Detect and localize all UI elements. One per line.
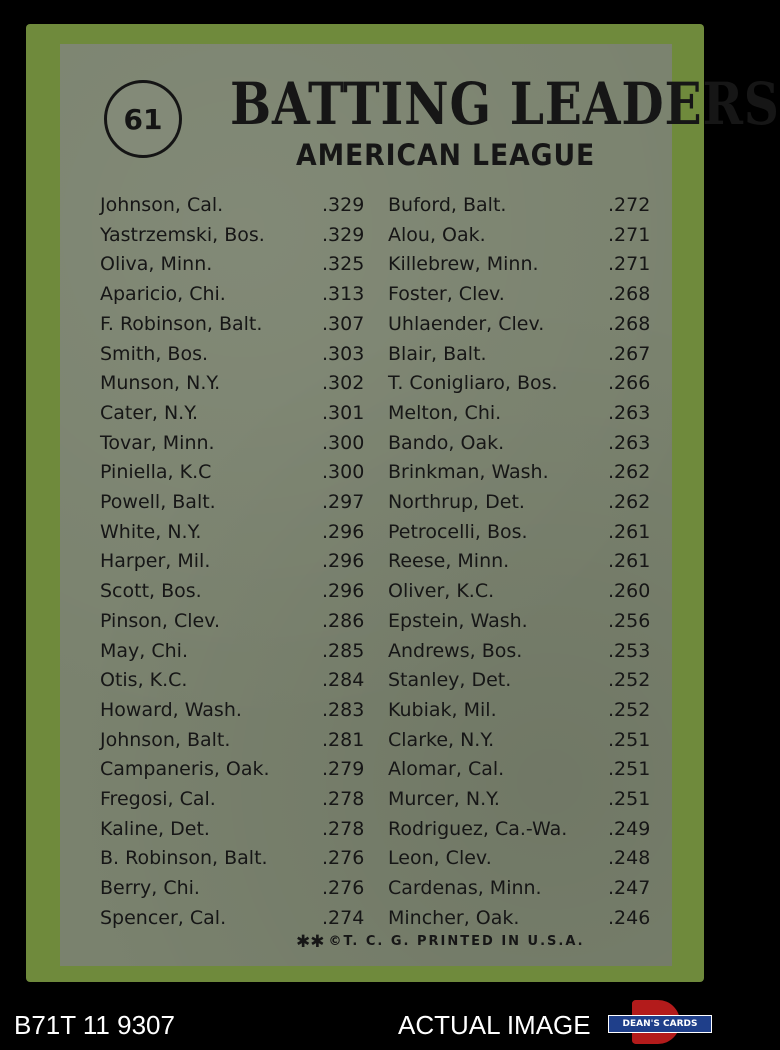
left-player-name: Smith, Bos. — [100, 342, 209, 365]
right-player-name: Melton, Chi. — [388, 401, 502, 424]
right-player-name: Murcer, N.Y. — [388, 788, 500, 810]
left-player-name: Cater, N.Y. — [100, 401, 198, 424]
inventory-id-caption: B71T 11 9307 — [14, 1010, 175, 1040]
left-batting-average: .296 — [322, 550, 365, 573]
right-player-name: Stanley, Det. — [388, 669, 512, 692]
right-player-name: Rodriguez, Ca.-Wa. — [388, 817, 568, 840]
left-batting-average: .278 — [322, 817, 365, 840]
right-player-name: Uhlaender, Clev. — [388, 312, 545, 335]
left-player-name: F. Robinson, Balt. — [100, 312, 263, 335]
left-player-name: Berry, Chi. — [100, 877, 200, 900]
right-player-name: Clarke, N.Y. — [388, 728, 495, 751]
table-row — [60, 194, 672, 224]
left-batting-average: .303 — [322, 342, 365, 365]
right-batting-average: .251 — [608, 728, 651, 751]
logo-banner: DEAN'S CARDS — [608, 1015, 712, 1033]
left-player-name: Johnson, Balt. — [100, 728, 231, 751]
right-player-name: Reese, Minn. — [388, 550, 510, 573]
table-row — [60, 669, 672, 699]
left-player-name: May, Chi. — [100, 639, 188, 662]
right-player-name: Leon, Clev. — [388, 847, 492, 870]
table-row — [60, 640, 672, 670]
left-player-name: Tovar, Minn. — [100, 431, 215, 454]
table-row — [60, 580, 672, 610]
left-batting-average: .283 — [322, 698, 365, 721]
left-player-name: Powell, Balt. — [100, 491, 216, 513]
right-player-name: Cardenas, Minn. — [388, 877, 542, 900]
table-row — [60, 432, 672, 462]
left-batting-average: .278 — [322, 788, 365, 810]
left-player-name: Oliva, Minn. — [100, 253, 213, 276]
right-player-name: Killebrew, Minn. — [388, 253, 539, 276]
left-player-name: B. Robinson, Balt. — [100, 847, 268, 870]
right-batting-average: .266 — [608, 372, 651, 395]
right-batting-average: .262 — [608, 461, 651, 484]
right-player-name: Alomar, Cal. — [388, 758, 505, 781]
right-batting-average: .268 — [608, 312, 651, 335]
table-row — [60, 461, 672, 491]
right-batting-average: .247 — [608, 877, 651, 900]
right-batting-average: .263 — [608, 431, 651, 454]
right-player-name: Foster, Clev. — [388, 283, 505, 306]
card-back-panel — [60, 44, 780, 966]
right-player-name: Northrup, Det. — [388, 491, 525, 513]
table-row — [60, 818, 672, 848]
table-row — [60, 788, 672, 818]
left-batting-average: .302 — [322, 372, 365, 395]
left-batting-average: .281 — [322, 728, 365, 751]
left-player-name: Scott, Bos. — [100, 580, 202, 603]
left-player-name: Munson, N.Y. — [100, 372, 221, 395]
actual-image-caption: ACTUAL IMAGE — [398, 1010, 591, 1040]
right-batting-average: .248 — [608, 847, 651, 870]
left-player-name: Aparicio, Chi. — [100, 283, 226, 306]
left-player-name: Kaline, Det. — [100, 817, 210, 840]
left-batting-average: .285 — [322, 639, 365, 662]
right-player-name: Epstein, Wash. — [388, 609, 528, 632]
right-batting-average: .272 — [608, 194, 651, 216]
right-batting-average: .249 — [608, 817, 651, 840]
table-row — [60, 758, 672, 788]
table-row — [60, 699, 672, 729]
table-row — [60, 550, 672, 580]
right-player-name: Alou, Oak. — [388, 223, 486, 246]
left-player-name: Howard, Wash. — [100, 698, 242, 721]
footer-stars: ✱✱ — [296, 932, 325, 952]
right-batting-average: .252 — [608, 698, 651, 721]
right-batting-average: .260 — [608, 580, 651, 603]
left-batting-average: .286 — [322, 609, 365, 632]
copyright-footer — [296, 932, 585, 952]
left-batting-average: .307 — [322, 312, 365, 335]
left-batting-average: .300 — [322, 431, 365, 454]
table-row — [60, 283, 672, 313]
right-player-name: Andrews, Bos. — [388, 639, 523, 662]
table-row — [60, 729, 672, 759]
right-player-name: Mincher, Oak. — [388, 906, 520, 929]
table-row — [60, 313, 672, 343]
right-batting-average: .256 — [608, 609, 651, 632]
card-number-badge: 61 — [104, 80, 182, 158]
deans-cards-logo — [606, 1000, 714, 1044]
left-batting-average: .325 — [322, 253, 365, 276]
left-player-name: Harper, Mil. — [100, 550, 211, 573]
right-batting-average: .253 — [608, 639, 651, 662]
left-batting-average: .296 — [322, 520, 365, 543]
baseball-card — [26, 24, 780, 982]
right-batting-average: .251 — [608, 788, 651, 810]
left-batting-average: .313 — [322, 283, 365, 306]
table-row — [60, 610, 672, 640]
right-batting-average: .251 — [608, 758, 651, 781]
right-batting-average: .246 — [608, 906, 651, 929]
right-batting-average: .268 — [608, 283, 651, 306]
left-batting-average: .274 — [322, 906, 365, 929]
table-row — [60, 491, 672, 521]
table-row — [60, 847, 672, 877]
league-subtitle: AMERICAN LEAGUE — [296, 138, 596, 172]
right-player-name: Petrocelli, Bos. — [388, 520, 528, 543]
right-batting-average: .261 — [608, 520, 651, 543]
left-batting-average: .329 — [322, 194, 365, 216]
table-row — [60, 253, 672, 283]
left-batting-average: .276 — [322, 877, 365, 900]
table-row — [60, 343, 672, 373]
right-batting-average: .263 — [608, 401, 651, 424]
left-batting-average: .301 — [322, 401, 365, 424]
table-row — [60, 372, 672, 402]
left-player-name: Otis, K.C. — [100, 669, 188, 692]
left-batting-average: .296 — [322, 580, 365, 603]
left-batting-average: .297 — [322, 491, 365, 513]
left-batting-average: .276 — [322, 847, 365, 870]
table-row — [60, 877, 672, 907]
right-player-name: Kubiak, Mil. — [388, 698, 497, 721]
right-batting-average: .267 — [608, 342, 651, 365]
left-batting-average: .329 — [322, 223, 365, 246]
left-player-name: Fregosi, Cal. — [100, 788, 216, 810]
right-batting-average: .262 — [608, 491, 651, 513]
right-player-name: Bando, Oak. — [388, 431, 505, 454]
left-batting-average: .300 — [322, 461, 365, 484]
right-batting-average: .271 — [608, 253, 651, 276]
left-player-name: Spencer, Cal. — [100, 906, 227, 929]
card-title: BATTING LEADERS — [230, 70, 780, 138]
right-batting-average: .261 — [608, 550, 651, 573]
right-player-name: Buford, Balt. — [388, 194, 507, 216]
left-batting-average: .279 — [322, 758, 365, 781]
table-row — [60, 521, 672, 551]
left-player-name: Pinson, Clev. — [100, 609, 221, 632]
right-player-name: Oliver, K.C. — [388, 580, 495, 603]
right-batting-average: .271 — [608, 223, 651, 246]
left-player-name: Campaneris, Oak. — [100, 758, 270, 781]
right-player-name: Brinkman, Wash. — [388, 461, 549, 484]
left-batting-average: .284 — [322, 669, 365, 692]
footer-text: ©T. C. G. PRINTED IN U.S.A. — [328, 934, 585, 949]
right-batting-average: .252 — [608, 669, 651, 692]
left-player-name: White, N.Y. — [100, 520, 202, 543]
left-player-name: Yastrzemski, Bos. — [100, 223, 265, 246]
left-player-name: Johnson, Cal. — [100, 194, 224, 216]
right-player-name: T. Conigliaro, Bos. — [388, 372, 558, 395]
table-row — [60, 224, 672, 254]
right-player-name: Blair, Balt. — [388, 342, 487, 365]
table-row — [60, 402, 672, 432]
left-player-name: Piniella, K.C — [100, 461, 212, 484]
